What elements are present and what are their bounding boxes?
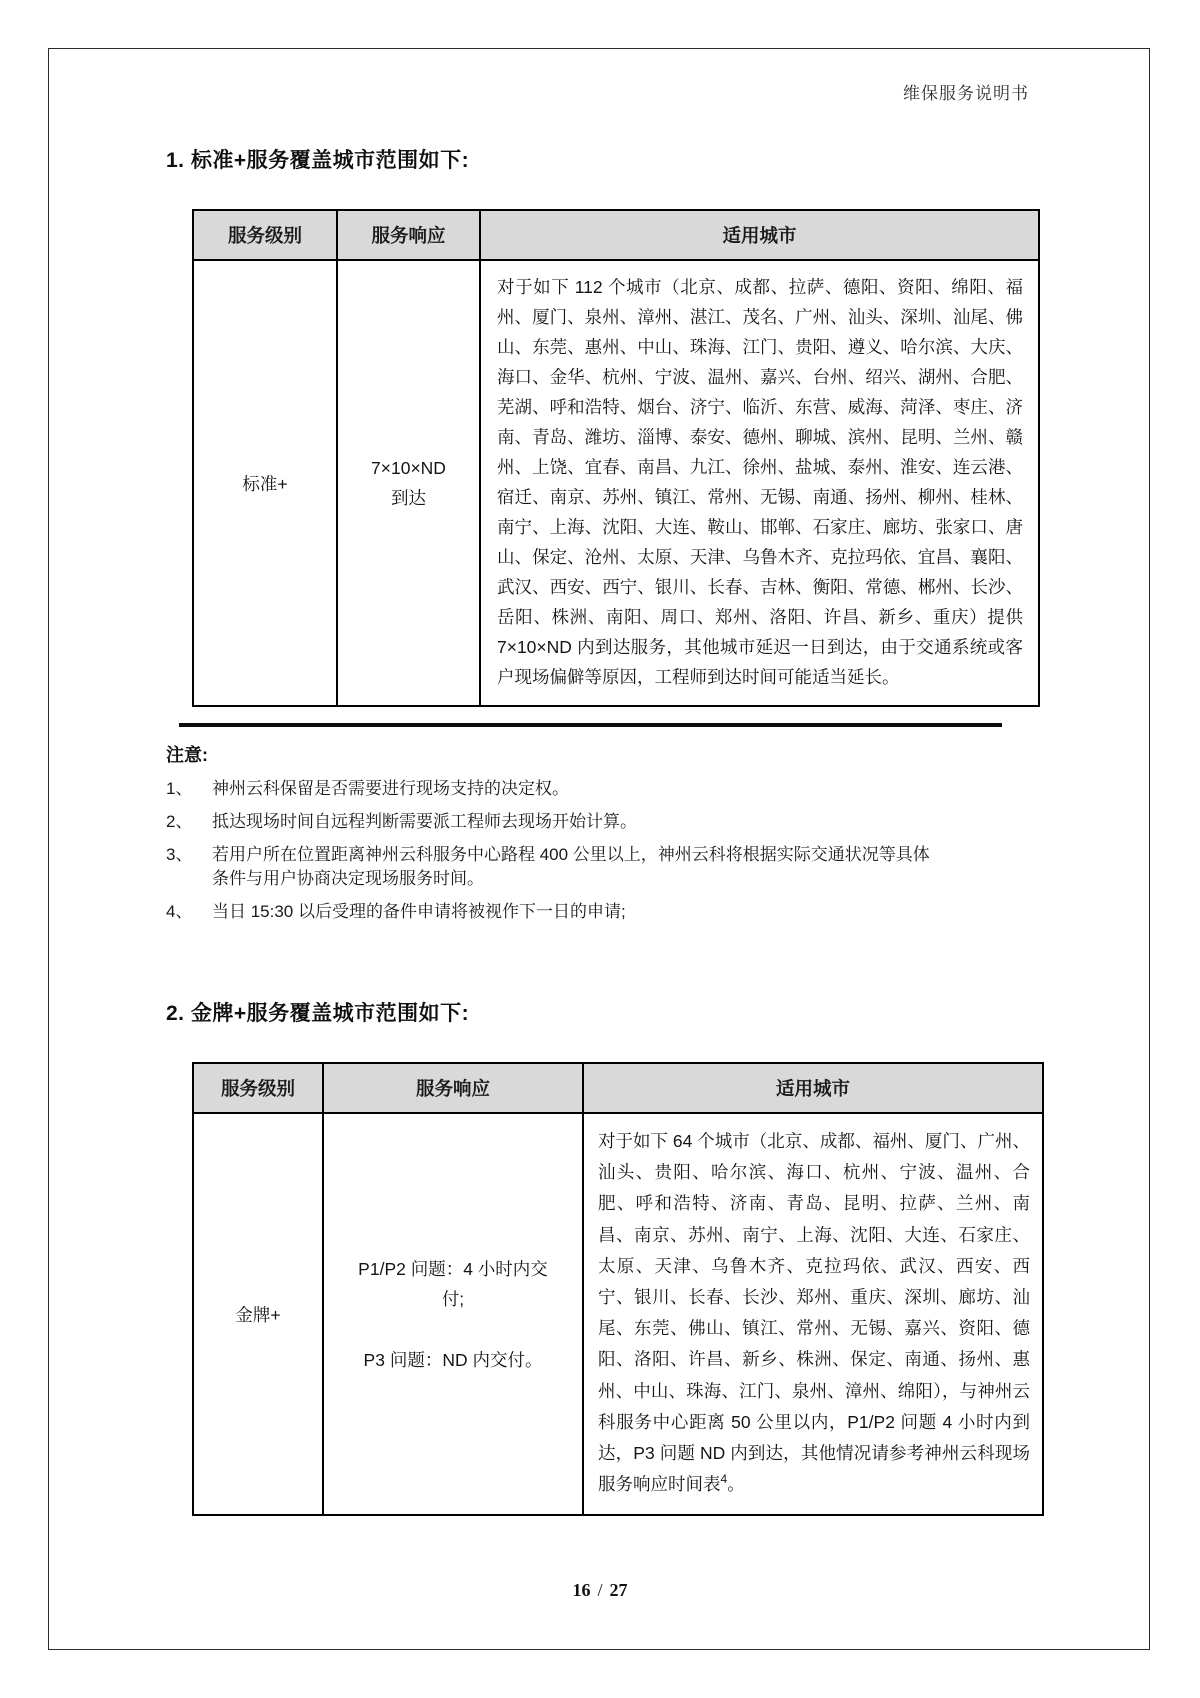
service-response-header: 服务响应 [337, 210, 480, 260]
note-number: 4、 [166, 902, 193, 921]
service-level-header: 服务级别 [193, 210, 337, 260]
service-level-header: 服务级别 [193, 1063, 323, 1113]
applicable-cities-cell [583, 1113, 1043, 1515]
section-gold-title: 2. 金牌+服务覆盖城市范围如下: [166, 1002, 470, 1025]
note-number: 3、 [166, 845, 193, 864]
page-number-total: 27 [609, 1580, 628, 1600]
footnote-superscript: 4 [720, 1472, 728, 1487]
response-paragraph: P3 问题：ND 内交付。 [363, 1349, 543, 1370]
service-response-cell [337, 260, 480, 706]
cities-text-end: 。 [727, 1474, 745, 1495]
cities-text: 对于如下 112 个城市（北京、成都、拉萨、德阳、资阳、绵阳、福州、厦门、泉州、漳州、湛江、茂名、广州、汕头、深圳、汕尾、佛山、东莞、惠州、中山、珠海、江门、贵阳、遵义、哈尔滨、大庆、海口、金华、杭州、宁波、温州、嘉兴、台州、绍兴、湖州、合肥、芜湖、呼和浩特、烟台、济宁、临沂、东营、威海、菏泽、枣庄、济南、青岛、潍坊、淄博、泰安、德州、聊城、滨州、昆明、兰州、赣州、上饶、宜春、南昌、九江、徐州、盐城、泰州、淮安、连云港、宿迁、南京、苏州、镇江、常州、无锡、南通、扬州、柳州、桂林、南宁、上海、沈阳、大连、鞍山、邯郸、石家庄、廊坊、张家口、唐山、保定、沧州、太原、天津、乌鲁木齐、克拉玛依、宜昌、襄阳、武汉、西安、西宁、银川、长春、吉林、衡阳、常德、郴州、长沙、岳阳、株洲、南阳、周口、郑州、洛阳、许昌、新乡、重庆）提供 7×10×ND 内到达服务，其他城市延迟一日到达，由于交通系统或客户现场偏僻等原因，工程师到达时间可能适当延长。 [497, 277, 1023, 687]
cities-text: 对于如下 64 个城市（北京、成都、福州、厦门、广州、汕头、贵阳、哈尔滨、海口、杭州、宁波、温州、合肥、呼和浩特、济南、青岛、昆明、拉萨、兰州、南昌、南京、苏州、南宁、上海、沈阳、大连、石家庄、太原、天津、乌鲁木齐、克拉玛依、武汉、西安、西宁、银川、长春、长沙、郑州、重庆、深圳、廊坊、汕尾、东莞、佛山、镇江、常州、无锡、嘉兴、资阳、德阳、洛阳、许昌、新乡、株洲、保定、南通、扬州、惠州、中山、珠海、江门、泉州、漳州、绵阳），与神州云科服务中心距离 50 公里以内，P1/P2 问题 4 小时内到达，P3 问题 ND 内到达，其他情况请参考神州云科现场服务响应时间表 [598, 1131, 1030, 1495]
service-level-cell: 金牌+ [193, 1113, 323, 1515]
notes-list [166, 777, 940, 924]
note-item [166, 900, 940, 924]
table-header-row [193, 1063, 1043, 1113]
table-row [193, 1113, 1043, 1515]
service-response-header: 服务响应 [323, 1063, 583, 1113]
applicable-cities-cell [480, 260, 1039, 706]
page-border-frame [48, 48, 1150, 1650]
notes-heading: 注意: [166, 745, 208, 765]
note-number: 1、 [166, 779, 193, 798]
applicable-cities-header: 适用城市 [583, 1063, 1043, 1113]
note-item [166, 843, 940, 891]
note-item [166, 810, 940, 834]
section-divider-rule [179, 723, 1002, 727]
page-number-separator: / [597, 1580, 603, 1600]
table-row [193, 260, 1039, 706]
note-text: 抵达现场时间自远程判断需要派工程师去现场开始计算。 [212, 812, 637, 831]
response-line: 到达 [391, 488, 426, 508]
applicable-cities-header: 适用城市 [480, 210, 1039, 260]
standard-service-table [192, 209, 1040, 707]
service-response-cell [323, 1113, 583, 1515]
document-header [49, 79, 1029, 104]
header-title: 维保服务说明书 [903, 84, 1029, 103]
service-level-cell: 标准+ [193, 260, 337, 706]
page-number-current: 16 [572, 1580, 591, 1600]
page-footer [0, 1580, 1200, 1601]
section-standard-title: 1. 标准+服务覆盖城市范围如下: [166, 149, 470, 172]
note-text: 神州云科保留是否需要进行现场支持的决定权。 [212, 779, 569, 798]
note-item [166, 777, 940, 801]
note-text: 当日 15:30 以后受理的备件申请将被视作下一日的申请; [212, 902, 626, 921]
table-header-row [193, 210, 1039, 260]
response-line: 7×10×ND [371, 458, 446, 478]
note-number: 2、 [166, 812, 193, 831]
response-paragraph: P1/P2 问题：4 小时内交付; [358, 1258, 548, 1309]
note-text: 若用户所在位置距离神州云科服务中心路程 400 公里以上，神州云科将根据实际交通状况等具体条件与用户协商决定现场服务时间。 [212, 845, 930, 888]
gold-service-table [192, 1062, 1044, 1516]
